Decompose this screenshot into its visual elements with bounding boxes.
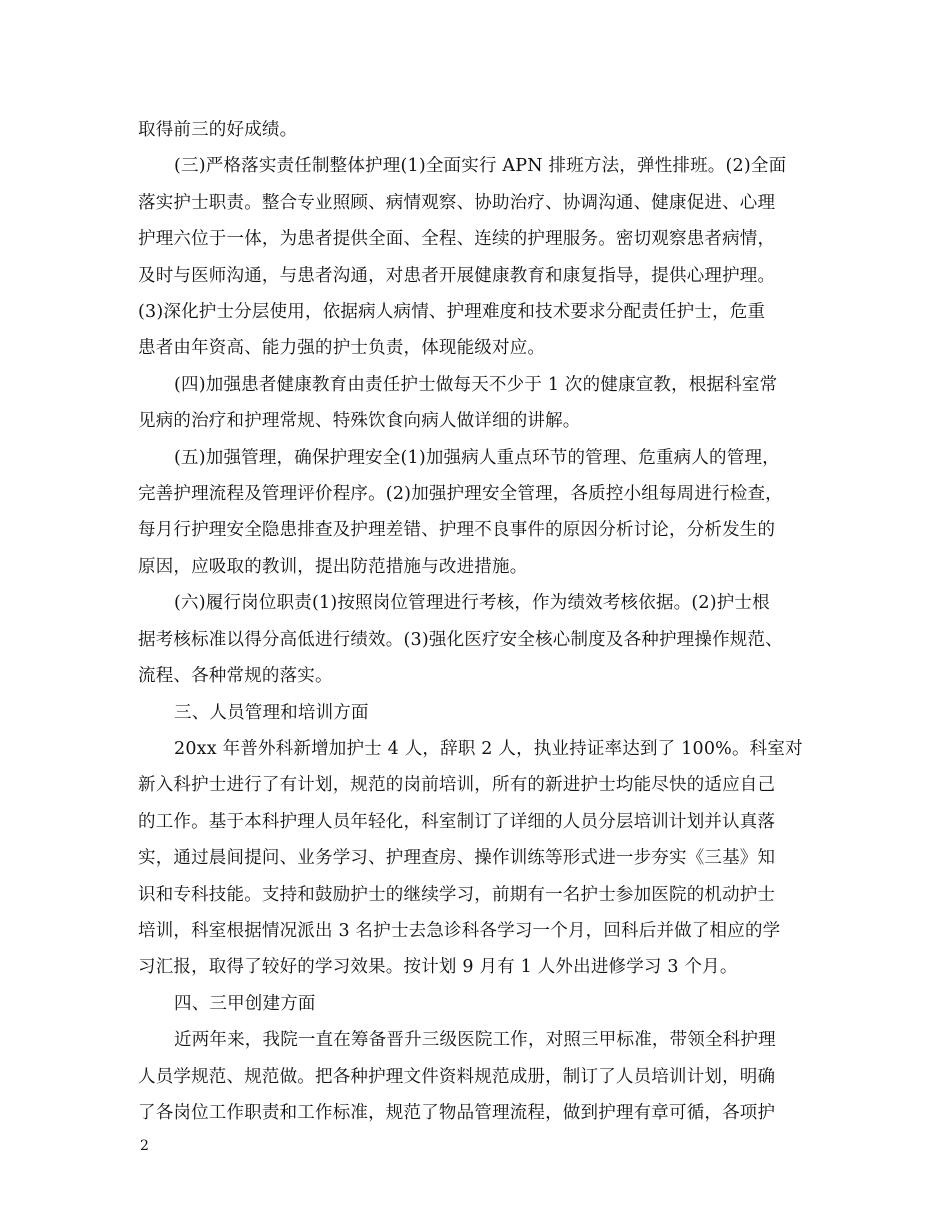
text-line: (三)严格落实责任制整体护理(1)全面实行 APN 排班方法，弹性排班。(2)全面 bbox=[174, 156, 787, 177]
text-line: 完善护理流程及管理评价程序。(2)加强护理安全管理，各质控小组每周进行检查， bbox=[138, 484, 783, 505]
text-line: 三、人员管理和培训方面 bbox=[174, 702, 369, 723]
text-line: 落实护士职责。整合专业照顾、病情观察、协助治疗、协调沟通、健康促进、心理 bbox=[138, 192, 776, 213]
text-line: 取得前三的好成绩。 bbox=[138, 120, 298, 140]
text-line: 人员学规范、规范做。把各种护理文件资料规范成册，制订了人员培训计划，明确 bbox=[138, 1066, 776, 1087]
text-line: 据考核标准以得分高低进行绩效。(3)强化医疗安全核心制度及各种护理操作规范、 bbox=[138, 629, 783, 650]
page-number: 2 bbox=[140, 1138, 149, 1154]
text-line: 患者由年资高、能力强的护士负责，体现能级对应。 bbox=[138, 338, 546, 359]
text-line: 流程、各种常规的落实。 bbox=[138, 666, 333, 687]
text-line: (四)加强患者健康教育由责任护士做每天不少于 1 次的健康宣教，根据科室常 bbox=[174, 374, 778, 395]
text-line: 实，通过晨间提问、业务学习、护理查房、操作训练等形式进一步夯实《三基》知 bbox=[138, 848, 776, 869]
text-line: 的工作。基于本科护理人员年轻化，科室制订了详细的人员分层培训计划并认真落 bbox=[138, 811, 776, 832]
text-line: 护理六位于一体，为患者提供全面、全程、连续的护理服务。密切观察患者病情， bbox=[138, 229, 776, 250]
text-line: 识和专科技能。支持和鼓励护士的继续学习，前期有一名护士参加医院的机动护士 bbox=[138, 884, 776, 905]
text-line: 四、三甲创建方面 bbox=[174, 993, 316, 1014]
text-line: (五)加强管理，确保护理安全(1)加强病人重点环节的管理、危重病人的管理， bbox=[174, 447, 780, 468]
text-line: 及时与医师沟通，与患者沟通，对患者开展健康教育和康复指导，提供心理护理。 bbox=[138, 265, 776, 286]
text-line: (3)深化护士分层使用，依据病人病情、护理难度和技术要求分配责任护士，危重 bbox=[138, 302, 766, 323]
text-line: (六)履行岗位职责(1)按照岗位管理进行考核，作为绩效考核依据。(2)护士根 bbox=[174, 593, 770, 614]
text-line: 近两年来，我院一直在筹备晋升三级医院工作，对照三甲标准，带领全科护理 bbox=[174, 1030, 776, 1051]
text-line: 20xx 年普外科新增加护士 4 人，辞职 2 人，执业持证率达到了 100%。科室对 bbox=[174, 738, 803, 759]
text-line: 原因，应吸取的教训，提出防范措施与改进措施。 bbox=[138, 556, 528, 577]
text-line: 习汇报，取得了较好的学习效果。按计划 9 月有 1 人外出进修学习 3 个月。 bbox=[138, 957, 738, 978]
text-line: 了各岗位工作职责和工作标准，规范了物品管理流程，做到护理有章可循，各项护 bbox=[138, 1102, 776, 1123]
text-line: 新入科护士进行了有计划，规范的岗前培训，所有的新进护士均能尽快的适应自己 bbox=[138, 775, 776, 796]
text-line: 见病的治疗和护理常规、特殊饮食向病人做详细的讲解。 bbox=[138, 411, 581, 432]
text-line: 培训，科室根据情况派出 3 名护士去急诊科各学习一个月，回科后并做了相应的学 bbox=[138, 920, 781, 941]
document-body bbox=[138, 112, 828, 1131]
text-line: 每月行护理安全隐患排查及护理差错、护理不良事件的原因分析讨论，分析发生的 bbox=[138, 520, 776, 541]
